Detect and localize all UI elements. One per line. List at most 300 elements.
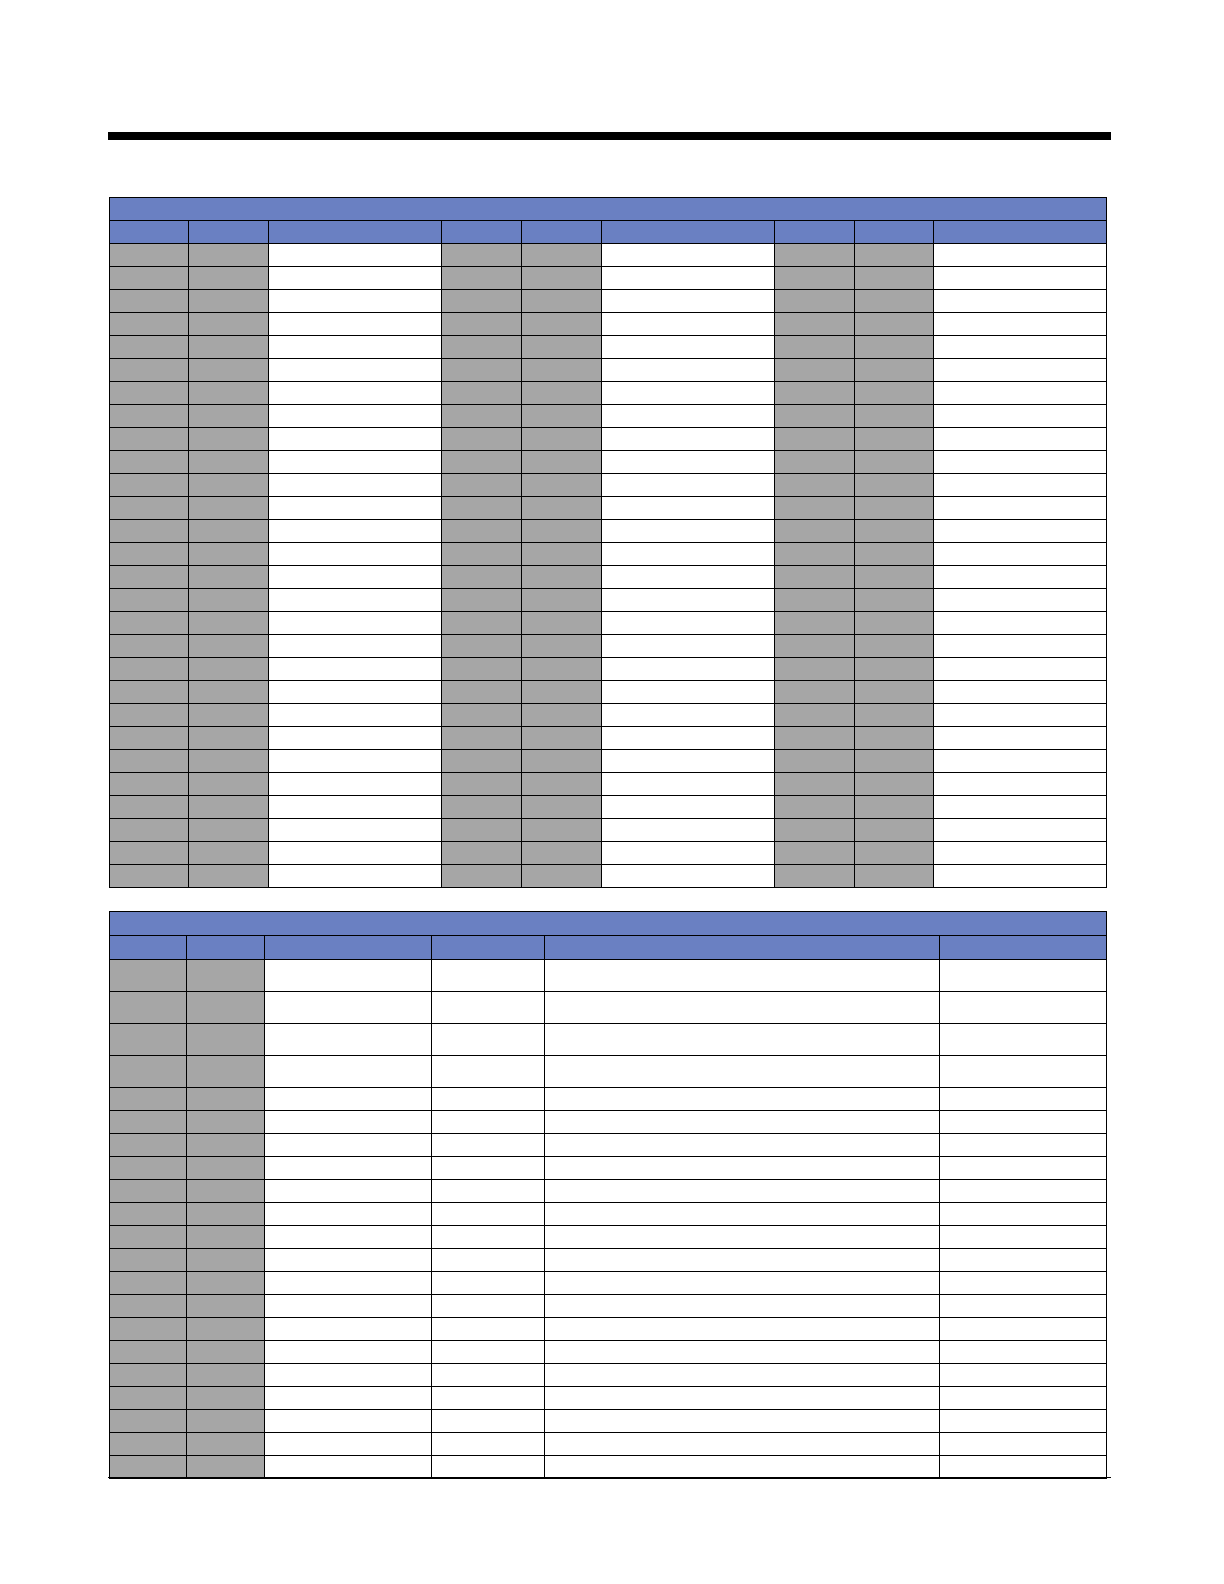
shaded-cell [442,727,522,750]
shaded-cell [189,566,269,589]
shaded-cell [522,405,602,428]
entry-cell [940,960,1107,992]
table-row [110,612,1107,635]
entry-cell [602,428,775,451]
shaded-cell [775,359,855,382]
shaded-cell [775,428,855,451]
entry-cell [934,543,1107,566]
shaded-cell [187,1180,265,1203]
table-row [110,1364,1107,1387]
entry-cell [432,1295,545,1318]
shaded-cell [189,267,269,290]
shaded-cell [189,796,269,819]
table-row [110,1134,1107,1157]
entry-cell [432,992,545,1024]
shaded-cell [775,842,855,865]
table-row [110,1272,1107,1295]
entry-cell [602,635,775,658]
entry-cell [545,1456,940,1479]
entry-cell [934,704,1107,727]
entry-cell [602,520,775,543]
shaded-cell [522,451,602,474]
shaded-cell [522,336,602,359]
table-row [110,290,1107,313]
shaded-cell [522,658,602,681]
shaded-cell [522,773,602,796]
shaded-cell [855,543,934,566]
shaded-cell [855,244,934,267]
table-row [110,474,1107,497]
entry-cell [265,1364,432,1387]
entry-cell [269,359,442,382]
entry-cell [602,589,775,612]
shaded-cell [110,244,189,267]
shaded-cell [442,336,522,359]
shaded-cell [442,773,522,796]
shaded-cell [522,750,602,773]
entry-cell [545,1341,940,1364]
table-row [110,773,1107,796]
entry-cell [269,612,442,635]
shaded-cell [442,267,522,290]
entry-cell [545,1088,940,1111]
shaded-cell [187,1318,265,1341]
column-header [110,221,189,244]
entry-cell [545,1056,940,1088]
entry-cell [432,1410,545,1433]
shaded-cell [855,566,934,589]
entry-cell [269,773,442,796]
shaded-cell [187,1410,265,1433]
shaded-cell [110,1295,187,1318]
shaded-cell [110,819,189,842]
entry-cell [545,1272,940,1295]
table-row [110,1433,1107,1456]
entry-cell [934,244,1107,267]
shaded-cell [189,704,269,727]
entry-cell [602,819,775,842]
column-header [934,221,1107,244]
shaded-cell [110,1157,187,1180]
entry-cell [934,612,1107,635]
entry-cell [602,244,775,267]
entry-cell [269,451,442,474]
table-row [110,497,1107,520]
shaded-cell [775,405,855,428]
table-row [110,727,1107,750]
shaded-cell [187,992,265,1024]
shaded-cell [522,290,602,313]
shaded-cell [775,635,855,658]
shaded-cell [442,451,522,474]
shaded-cell [855,474,934,497]
shaded-cell [775,451,855,474]
entry-cell [545,1157,940,1180]
entry-cell [432,1024,545,1056]
shaded-cell [110,1433,187,1456]
table-row [110,313,1107,336]
shaded-cell [189,635,269,658]
entry-cell [432,1318,545,1341]
shaded-cell [855,313,934,336]
column-header-row [110,221,1107,244]
entry-cell [602,727,775,750]
shaded-cell [775,543,855,566]
register-table-b [109,911,1107,1479]
entry-cell [934,750,1107,773]
shaded-cell [855,658,934,681]
entry-cell [602,612,775,635]
shaded-cell [855,290,934,313]
table-row [110,1024,1107,1056]
shaded-cell [187,1157,265,1180]
shaded-cell [775,244,855,267]
entry-cell [269,313,442,336]
entry-cell [934,336,1107,359]
shaded-cell [189,842,269,865]
entry-cell [269,589,442,612]
column-header [432,936,545,960]
entry-cell [265,1433,432,1456]
shaded-cell [855,727,934,750]
shaded-cell [187,1134,265,1157]
table-row [110,842,1107,865]
shaded-cell [110,727,189,750]
column-header [522,221,602,244]
shaded-cell [189,336,269,359]
table-row [110,244,1107,267]
shaded-cell [855,819,934,842]
entry-cell [940,1088,1107,1111]
entry-cell [432,1387,545,1410]
entry-cell [940,1318,1107,1341]
table-row [110,267,1107,290]
shaded-cell [442,290,522,313]
entry-cell [265,1157,432,1180]
entry-cell [934,566,1107,589]
shaded-cell [110,267,189,290]
shaded-cell [442,428,522,451]
entry-cell [432,1180,545,1203]
entry-cell [934,267,1107,290]
shaded-cell [187,1203,265,1226]
entry-cell [940,1272,1107,1295]
shaded-cell [522,520,602,543]
shaded-cell [189,359,269,382]
entry-cell [432,1111,545,1134]
entry-cell [602,359,775,382]
entry-cell [269,635,442,658]
entry-cell [602,451,775,474]
footer-rule [108,1477,1111,1478]
shaded-cell [110,1410,187,1433]
shaded-cell [110,773,189,796]
table-row [110,1410,1107,1433]
entry-cell [934,474,1107,497]
table-row [110,1056,1107,1088]
table-row [110,992,1107,1024]
shaded-cell [110,865,189,888]
shaded-cell [775,497,855,520]
entry-cell [265,1088,432,1111]
entry-cell [545,1024,940,1056]
entry-cell [934,428,1107,451]
column-header [602,221,775,244]
shaded-cell [110,1134,187,1157]
entry-cell [269,704,442,727]
table-row [110,1318,1107,1341]
entry-cell [269,428,442,451]
shaded-cell [775,727,855,750]
shaded-cell [110,497,189,520]
top-rule [108,132,1111,140]
shaded-cell [110,520,189,543]
shaded-cell [110,1249,187,1272]
shaded-cell [442,796,522,819]
shaded-cell [522,244,602,267]
table-row [110,750,1107,773]
shaded-cell [522,819,602,842]
table-row [110,1249,1107,1272]
entry-cell [934,290,1107,313]
entry-cell [602,497,775,520]
shaded-cell [442,842,522,865]
entry-cell [934,796,1107,819]
shaded-cell [775,612,855,635]
table-row [110,336,1107,359]
shaded-cell [775,336,855,359]
shaded-cell [855,520,934,543]
entry-cell [269,842,442,865]
table-row [110,796,1107,819]
entry-cell [545,1387,940,1410]
shaded-cell [522,589,602,612]
entry-cell [269,382,442,405]
table-row [110,1180,1107,1203]
shaded-cell [110,1318,187,1341]
entry-cell [269,520,442,543]
shaded-cell [775,658,855,681]
entry-cell [432,1341,545,1364]
table-row [110,359,1107,382]
entry-cell [934,359,1107,382]
shaded-cell [187,1226,265,1249]
entry-cell [940,1456,1107,1479]
shaded-cell [189,819,269,842]
table-row [110,1088,1107,1111]
entry-cell [940,1341,1107,1364]
entry-cell [602,865,775,888]
entry-cell [602,543,775,566]
shaded-cell [189,612,269,635]
shaded-cell [189,520,269,543]
column-header [110,936,187,960]
table-row [110,543,1107,566]
shaded-cell [187,1056,265,1088]
shaded-cell [187,1272,265,1295]
table-title [110,198,1107,221]
table-row [110,1157,1107,1180]
entry-cell [269,267,442,290]
entry-cell [265,1341,432,1364]
shaded-cell [110,1364,187,1387]
shaded-cell [442,704,522,727]
entry-cell [269,681,442,704]
shaded-cell [189,750,269,773]
shaded-cell [855,773,934,796]
entry-cell [432,1272,545,1295]
entry-cell [545,1226,940,1249]
entry-cell [940,1295,1107,1318]
entry-cell [432,1203,545,1226]
entry-cell [265,1180,432,1203]
shaded-cell [110,1272,187,1295]
table-title-row [110,198,1107,221]
shaded-cell [775,750,855,773]
entry-cell [265,1295,432,1318]
entry-cell [602,313,775,336]
shaded-cell [187,1387,265,1410]
entry-cell [940,1157,1107,1180]
shaded-cell [110,428,189,451]
entry-cell [940,1056,1107,1088]
table-row [110,520,1107,543]
shaded-cell [442,244,522,267]
entry-cell [545,1249,940,1272]
entry-cell [265,1226,432,1249]
shaded-cell [110,1180,187,1203]
shaded-cell [855,405,934,428]
entry-cell [934,451,1107,474]
entry-cell [940,1410,1107,1433]
table-row [110,589,1107,612]
entry-cell [545,1134,940,1157]
table-row [110,1111,1107,1134]
table-row [110,1341,1107,1364]
column-header [265,936,432,960]
shaded-cell [189,290,269,313]
shaded-cell [189,773,269,796]
table-row [110,960,1107,992]
entry-cell [545,1410,940,1433]
shaded-cell [110,336,189,359]
table-row [110,382,1107,405]
shaded-cell [522,543,602,566]
entry-cell [602,290,775,313]
entry-cell [934,589,1107,612]
entry-cell [602,658,775,681]
shaded-cell [775,267,855,290]
entry-cell [545,1111,940,1134]
shaded-cell [442,865,522,888]
entry-cell [432,1157,545,1180]
shaded-cell [522,497,602,520]
entry-cell [269,819,442,842]
entry-cell [269,497,442,520]
entry-cell [269,750,442,773]
shaded-cell [522,796,602,819]
shaded-cell [110,566,189,589]
entry-cell [602,382,775,405]
table-title [110,912,1107,936]
shaded-cell [855,497,934,520]
shaded-cell [855,750,934,773]
shaded-cell [522,313,602,336]
entry-cell [934,727,1107,750]
shaded-cell [855,336,934,359]
entry-cell [602,336,775,359]
table-row [110,566,1107,589]
shaded-cell [522,635,602,658]
entry-cell [269,543,442,566]
entry-cell [934,819,1107,842]
shaded-cell [522,727,602,750]
shaded-cell [442,635,522,658]
shaded-cell [187,1364,265,1387]
table-row [110,865,1107,888]
shaded-cell [189,589,269,612]
entry-cell [265,1134,432,1157]
table-row [110,428,1107,451]
entry-cell [269,474,442,497]
shaded-cell [855,635,934,658]
entry-cell [269,796,442,819]
shaded-cell [775,865,855,888]
entry-cell [269,566,442,589]
entry-cell [265,1387,432,1410]
shaded-cell [775,704,855,727]
shaded-cell [189,313,269,336]
entry-cell [934,405,1107,428]
entry-cell [265,992,432,1024]
shaded-cell [110,1088,187,1111]
shaded-cell [187,1341,265,1364]
table-row [110,704,1107,727]
shaded-cell [110,681,189,704]
entry-cell [545,1180,940,1203]
shaded-cell [442,543,522,566]
entry-cell [265,1056,432,1088]
shaded-cell [110,1203,187,1226]
column-header [855,221,934,244]
entry-cell [545,960,940,992]
entry-cell [934,842,1107,865]
shaded-cell [110,1341,187,1364]
shaded-cell [775,313,855,336]
entry-cell [602,796,775,819]
shaded-cell [187,1024,265,1056]
shaded-cell [855,681,934,704]
entry-cell [269,727,442,750]
entry-cell [545,1203,940,1226]
entry-cell [265,1111,432,1134]
shaded-cell [855,704,934,727]
shaded-cell [775,520,855,543]
entry-cell [934,497,1107,520]
shaded-cell [110,704,189,727]
shaded-cell [855,428,934,451]
entry-cell [265,1410,432,1433]
shaded-cell [110,589,189,612]
shaded-cell [442,497,522,520]
column-header [775,221,855,244]
shaded-cell [775,681,855,704]
entry-cell [265,1318,432,1341]
shaded-cell [442,658,522,681]
column-header [940,936,1107,960]
entry-cell [432,1456,545,1479]
shaded-cell [110,543,189,566]
